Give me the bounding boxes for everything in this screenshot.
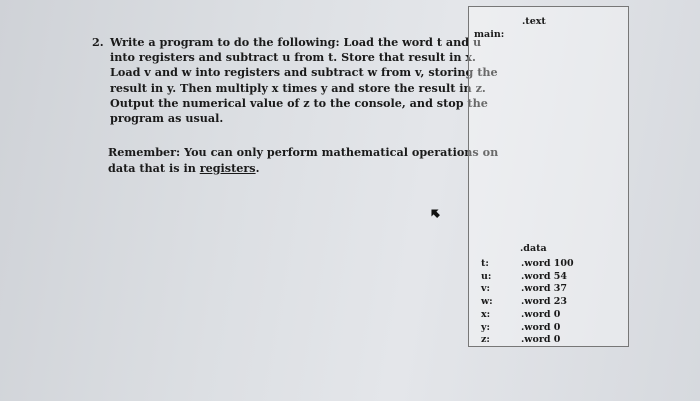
data-directive: .data [520,243,547,254]
remember-line-1: Remember: You can only perform mathematical operations on [108,145,499,159]
question-line: Load v and w into registers and subtract w from v, storing the [110,65,498,80]
remember-line-2-prefix: data that is in [108,160,200,175]
assembly-code-box [468,6,629,347]
data-word: .word 54 [521,270,567,282]
data-label: y: [481,321,491,333]
data-word: .word 0 [521,321,561,333]
data-word: .word 37 [521,283,567,295]
data-words [521,258,574,347]
question-text [110,35,498,126]
data-label: w: [481,296,493,308]
registers-underlined-word: registers [199,160,256,175]
data-word: .word 0 [521,308,561,320]
main-label: main: [474,29,505,40]
data-label: t: [481,258,489,269]
remember-note [108,145,498,176]
data-label: u: [481,270,492,282]
question-block [92,35,498,126]
text-directive: .text [522,16,546,27]
question-number: 2. [92,35,104,49]
data-label: v: [481,283,491,295]
question-line: result in y. Then multiply x times y and store the result in z. [110,80,486,95]
question-line: into registers and subtract u from t. Store that result in x. [110,50,476,65]
remember-line-2 [108,161,498,177]
data-label: z: [481,334,490,346]
remember-line-2-suffix: . [255,160,260,175]
data-word: .word 23 [521,296,567,308]
question-line: program as usual. [110,111,224,126]
question-line: Write a program to do the following: Load the word t and u [110,35,482,49]
data-label: x: [481,308,491,320]
data-word: .word 100 [521,258,574,269]
question-line: Output the numerical value of z to the console, and stop the [110,95,488,110]
data-labels [481,258,493,347]
mouse-cursor-icon [428,206,442,220]
data-word: .word 0 [521,334,561,346]
